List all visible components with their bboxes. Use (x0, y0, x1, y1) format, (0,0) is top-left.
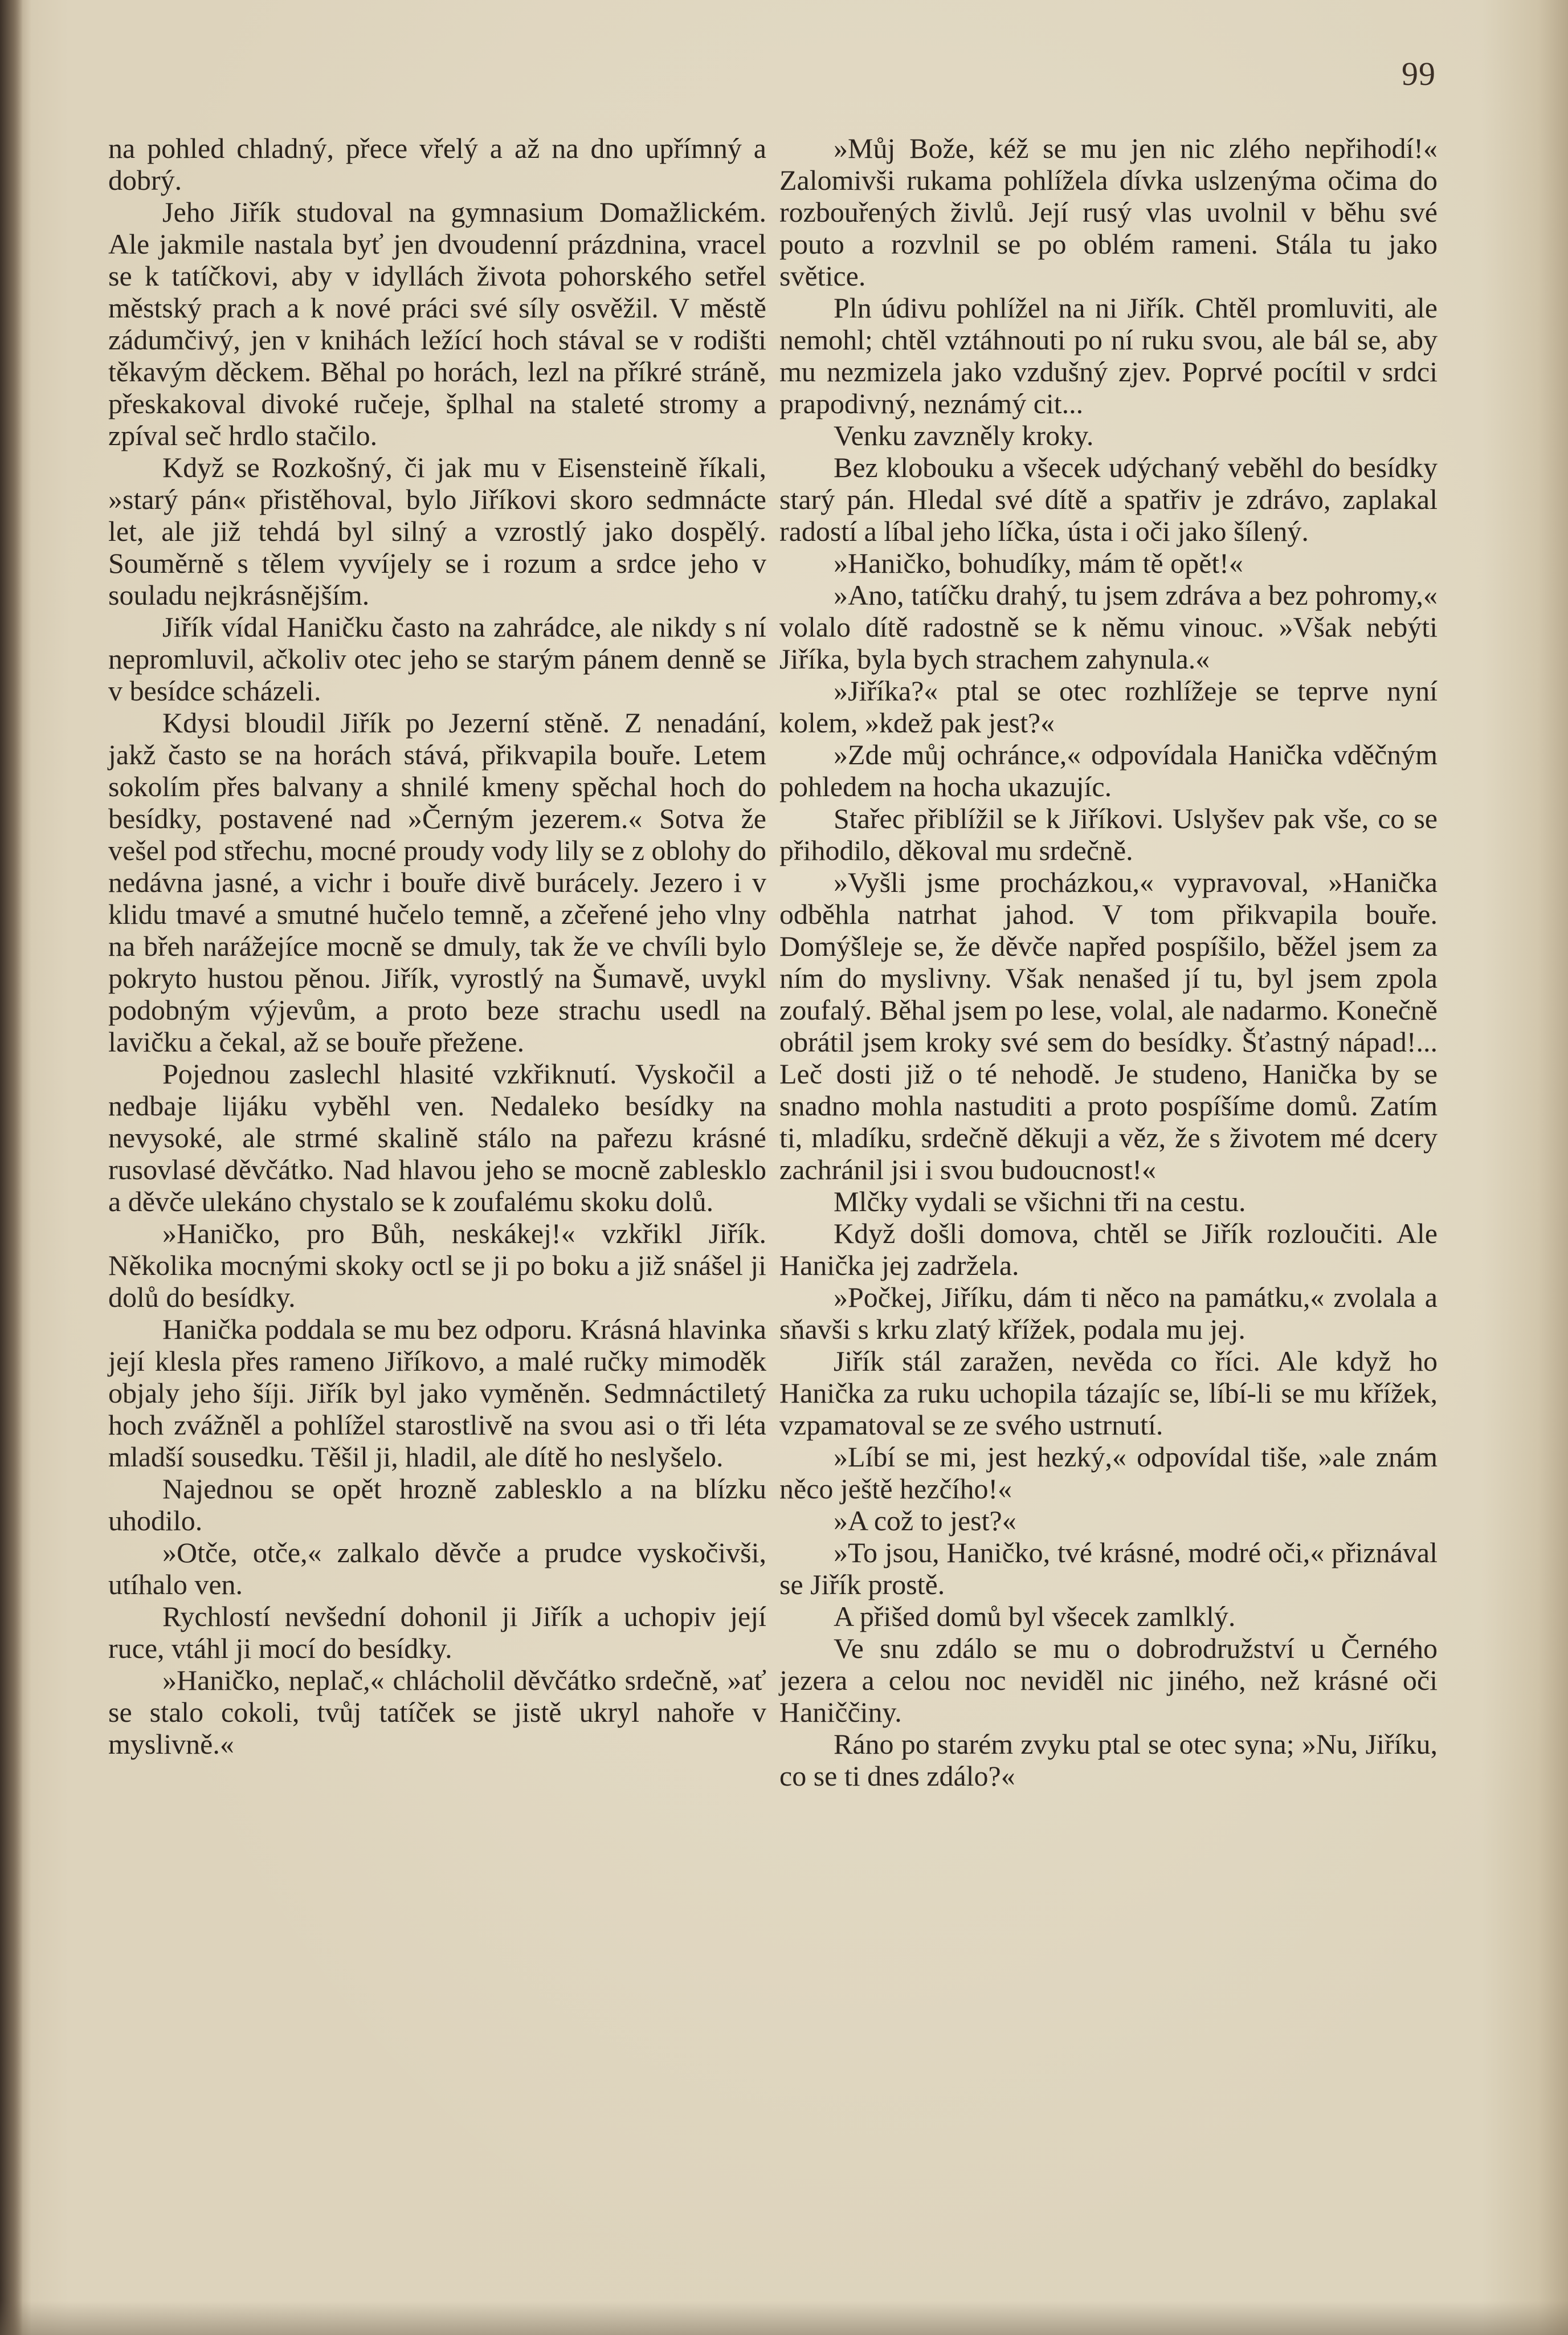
paragraph: Mlčky vydali se všichni tři na cestu. (834, 1185, 1246, 1217)
paragraph: »Haničko, pro Bůh, neskákej!« vzkřikl Jiřík. Několika mocnými skoky octl se ji po boku a již snášel ji dolů do besídky. (108, 1217, 766, 1313)
paragraph: »A což to jest?« (834, 1505, 1016, 1537)
paragraph: »Ano, tatíčku drahý, tu jsem zdráva a bez pohromy,« volalo dítě radostně se k němu vinouc. »Však nebýti Jiříka, byla bych strachem zahynula.« (779, 579, 1438, 675)
page-number: 99 (1402, 55, 1436, 92)
paragraph: A přišed domů byl všecek zamlklý. (834, 1600, 1236, 1632)
paragraph: Rychlostí nevšední dohonil ji Jiřík a uchopiv její ruce, vtáhl ji mocí do besídky. (108, 1600, 766, 1664)
paragraph: »Líbí se mi, jest hezký,« odpovídal tiše, »ale znám něco ještě hezčího!« (779, 1441, 1438, 1505)
paragraph: »Haničko, neplač,« chlácholil děvčátko srdečně, »ať se stalo cokoli, tvůj tatíček se jistě ukryl nahoře v myslivně.« (108, 1664, 766, 1760)
paragraph: Stařec přiblížil se k Jiříkovi. Uslyšev pak vše, co se přihodilo, děkoval mu srdečně. (779, 802, 1438, 866)
paragraph: »Zde můj ochránce,« odpovídala Hanička vděčným pohledem na hocha ukazujíc. (779, 739, 1438, 802)
book-binding-edge (0, 0, 23, 2335)
paragraph: Hanička poddala se mu bez odporu. Krásná hlavinka její klesla přes rameno Jiříkovo, a malé ručky mimoděk objaly jeho šíji. Jiřík byl jako vyměněn. Sedmnáctiletý hoch zvážněl a pohlížel starostlivě na svou asi o tři léta mladší sousedku. Těšil ji, hladil, ale dítě ho neslyšelo. (108, 1313, 766, 1473)
paragraph: Pojednou zaslechl hlasité vzkřiknutí. Vyskočil a nedbaje lijáku vyběhl ven. Nedaleko besídky na nevysoké, ale strmé skalině stálo na pařezu krásné rusovlasé děvčátko. Nad hlavou jeho se mocně zablesklo a děvče ulekáno chystalo se k zoufalému skoku dolů. (108, 1058, 766, 1217)
paragraph: »Haničko, bohudíky, mám tě opět!« (834, 547, 1243, 579)
paragraph: Když došli domova, chtěl se Jiřík rozloučiti. Ale Hanička jej zadržela. (779, 1217, 1438, 1281)
paragraph: Ve snu zdálo se mu o dobrodružství u Černého jezera a celou noc neviděl nic jiného, než krásné oči Haniččiny. (779, 1632, 1438, 1728)
paragraph: Když se Rozkošný, či jak mu v Eisensteině říkali, »starý pán« přistěhoval, bylo Jiříkovi skoro sedmnácte let, ale již tehdá byl silný a vzrostlý jako dospělý. Souměrně s tělem vyvíjely se i rozum a srdce jeho v souladu nejkrásnějším. (108, 451, 766, 611)
paragraph: »To jsou, Haničko, tvé krásné, modré oči,« přiznával se Jiřík prostě. (779, 1537, 1438, 1600)
paragraph: »Otče, otče,« zalkalo děvče a prudce vyskočivši, utíhalo ven. (108, 1537, 766, 1600)
paragraph: na pohled chladný, přece vřelý a až na dno upřímný a dobrý. (108, 132, 766, 196)
paragraph: Jiřík stál zaražen, nevěda co říci. Ale když ho Hanička za ruku uchopila tázajíc se, líbí-li se mu křížek, vzpamatoval se ze svého ustrnutí. (779, 1345, 1438, 1441)
paragraph: »Vyšli jsme procházkou,« vypravoval, »Hanička odběhla natrhat jahod. V tom přikvapila bouře. Domýšleje se, že děvče napřed pospíšilo, běžel jsem za ním do myslivny. Však nenašed jí tu, byl jsem zpola zoufalý. Běhal jsem po lese, volal, ale nadarmo. Konečně obrátil jsem kroky své sem do besídky. Šťastný nápad!... Leč dosti již o té nehodě. Je studeno, Hanička by se snadno mohla nastuditi a proto pospíšíme domů. Zatím ti, mladíku, srdečně děkuji a věz, že s životem mé dcery zachránil jsi i svou budoucnost!« (779, 866, 1438, 1185)
paragraph: »Můj Bože, kéž se mu jen nic zlého nepřihodí!« Zalomivši rukama pohlížela dívka uslzenýma očima do rozbouřených živlů. Její rusý vlas uvolnil v běhu své pouto a rozvlnil se po oblém rameni. Stála tu jako světice. (779, 132, 1438, 292)
paragraph: Pln údivu pohlížel na ni Jiřík. Chtěl promluviti, ale nemohl; chtěl vztáhnouti po ní ruku svou, ale bál se, aby mu nezmizela jako vzdušný zjev. Poprvé pocítil v srdci prapodivný, neznámý cit... (779, 292, 1438, 419)
paragraph: Najednou se opět hrozně zablesklo a na blízku uhodilo. (108, 1473, 766, 1537)
page-bottom-shadow (0, 2301, 1568, 2335)
paragraph: »Jiříka?« ptal se otec rozhlížeje se teprve nyní kolem, »kdež pak jest?« (779, 675, 1438, 739)
paragraph: Jiřík vídal Haničku často na zahrádce, ale nikdy s ní nepromluvil, ačkoliv otec jeho se starým pánem denně se v besídce scházeli. (108, 611, 766, 707)
paragraph: »Počkej, Jiříku, dám ti něco na památku,« zvolala a sňavši s krku zlatý křížek, podala mu jej. (779, 1281, 1438, 1345)
right-text-column (779, 132, 1438, 1792)
paragraph: Venku zavzněly kroky. (834, 419, 1094, 451)
left-text-column (108, 132, 766, 1760)
paragraph: Kdysi bloudil Jiřík po Jezerní stěně. Z nenadání, jakž často se na horách stává, přikvapila bouře. Letem sokolím přes balvany a shnilé kmeny spěchal hoch do besídky, postavené nad »Černým jezerem.« Sotva že vešel pod střechu, mocné proudy vody lily se z oblohy do nedávna jasné, a vichr i bouře divě burácely. Jezero i v klidu tmavé a smutné hučelo temně, a zčeřené jeho vlny na břeh narážejíce mocně se dmuly, tak že ve chvíli bylo pokryto hustou pěnou. Jiřík, vyrostlý na Šumavě, uvykl podobným výjevům, a proto beze strachu usedl na lavičku a čekal, až se bouře přežene. (108, 707, 766, 1058)
paragraph: Bez klobouku a všecek udýchaný veběhl do besídky starý pán. Hledal své dítě a spatřiv je zdrávo, zaplakal radostí a líbal jeho líčka, ústa i oči jako šílený. (779, 451, 1438, 547)
paragraph: Jeho Jiřík studoval na gymnasium Domažlickém. Ale jakmile nastala byť jen dvoudenní prázdnina, vracel se k tatíčkovi, aby v idyllách života pohorského setřel městský prach a k nové práci své síly osvěžil. V městě zádumčivý, jen v knihách ležící hoch stával se v rodišti těkavým děckem. Běhal po horách, lezl na příkré stráně, přeskakoval divoké ručeje, šplhal na staleté stromy a zpíval seč hrdlo stačilo. (108, 196, 766, 451)
paragraph: Ráno po starém zvyku ptal se otec syna; »Nu, Jiříku, co se ti dnes zdálo?« (779, 1728, 1438, 1792)
